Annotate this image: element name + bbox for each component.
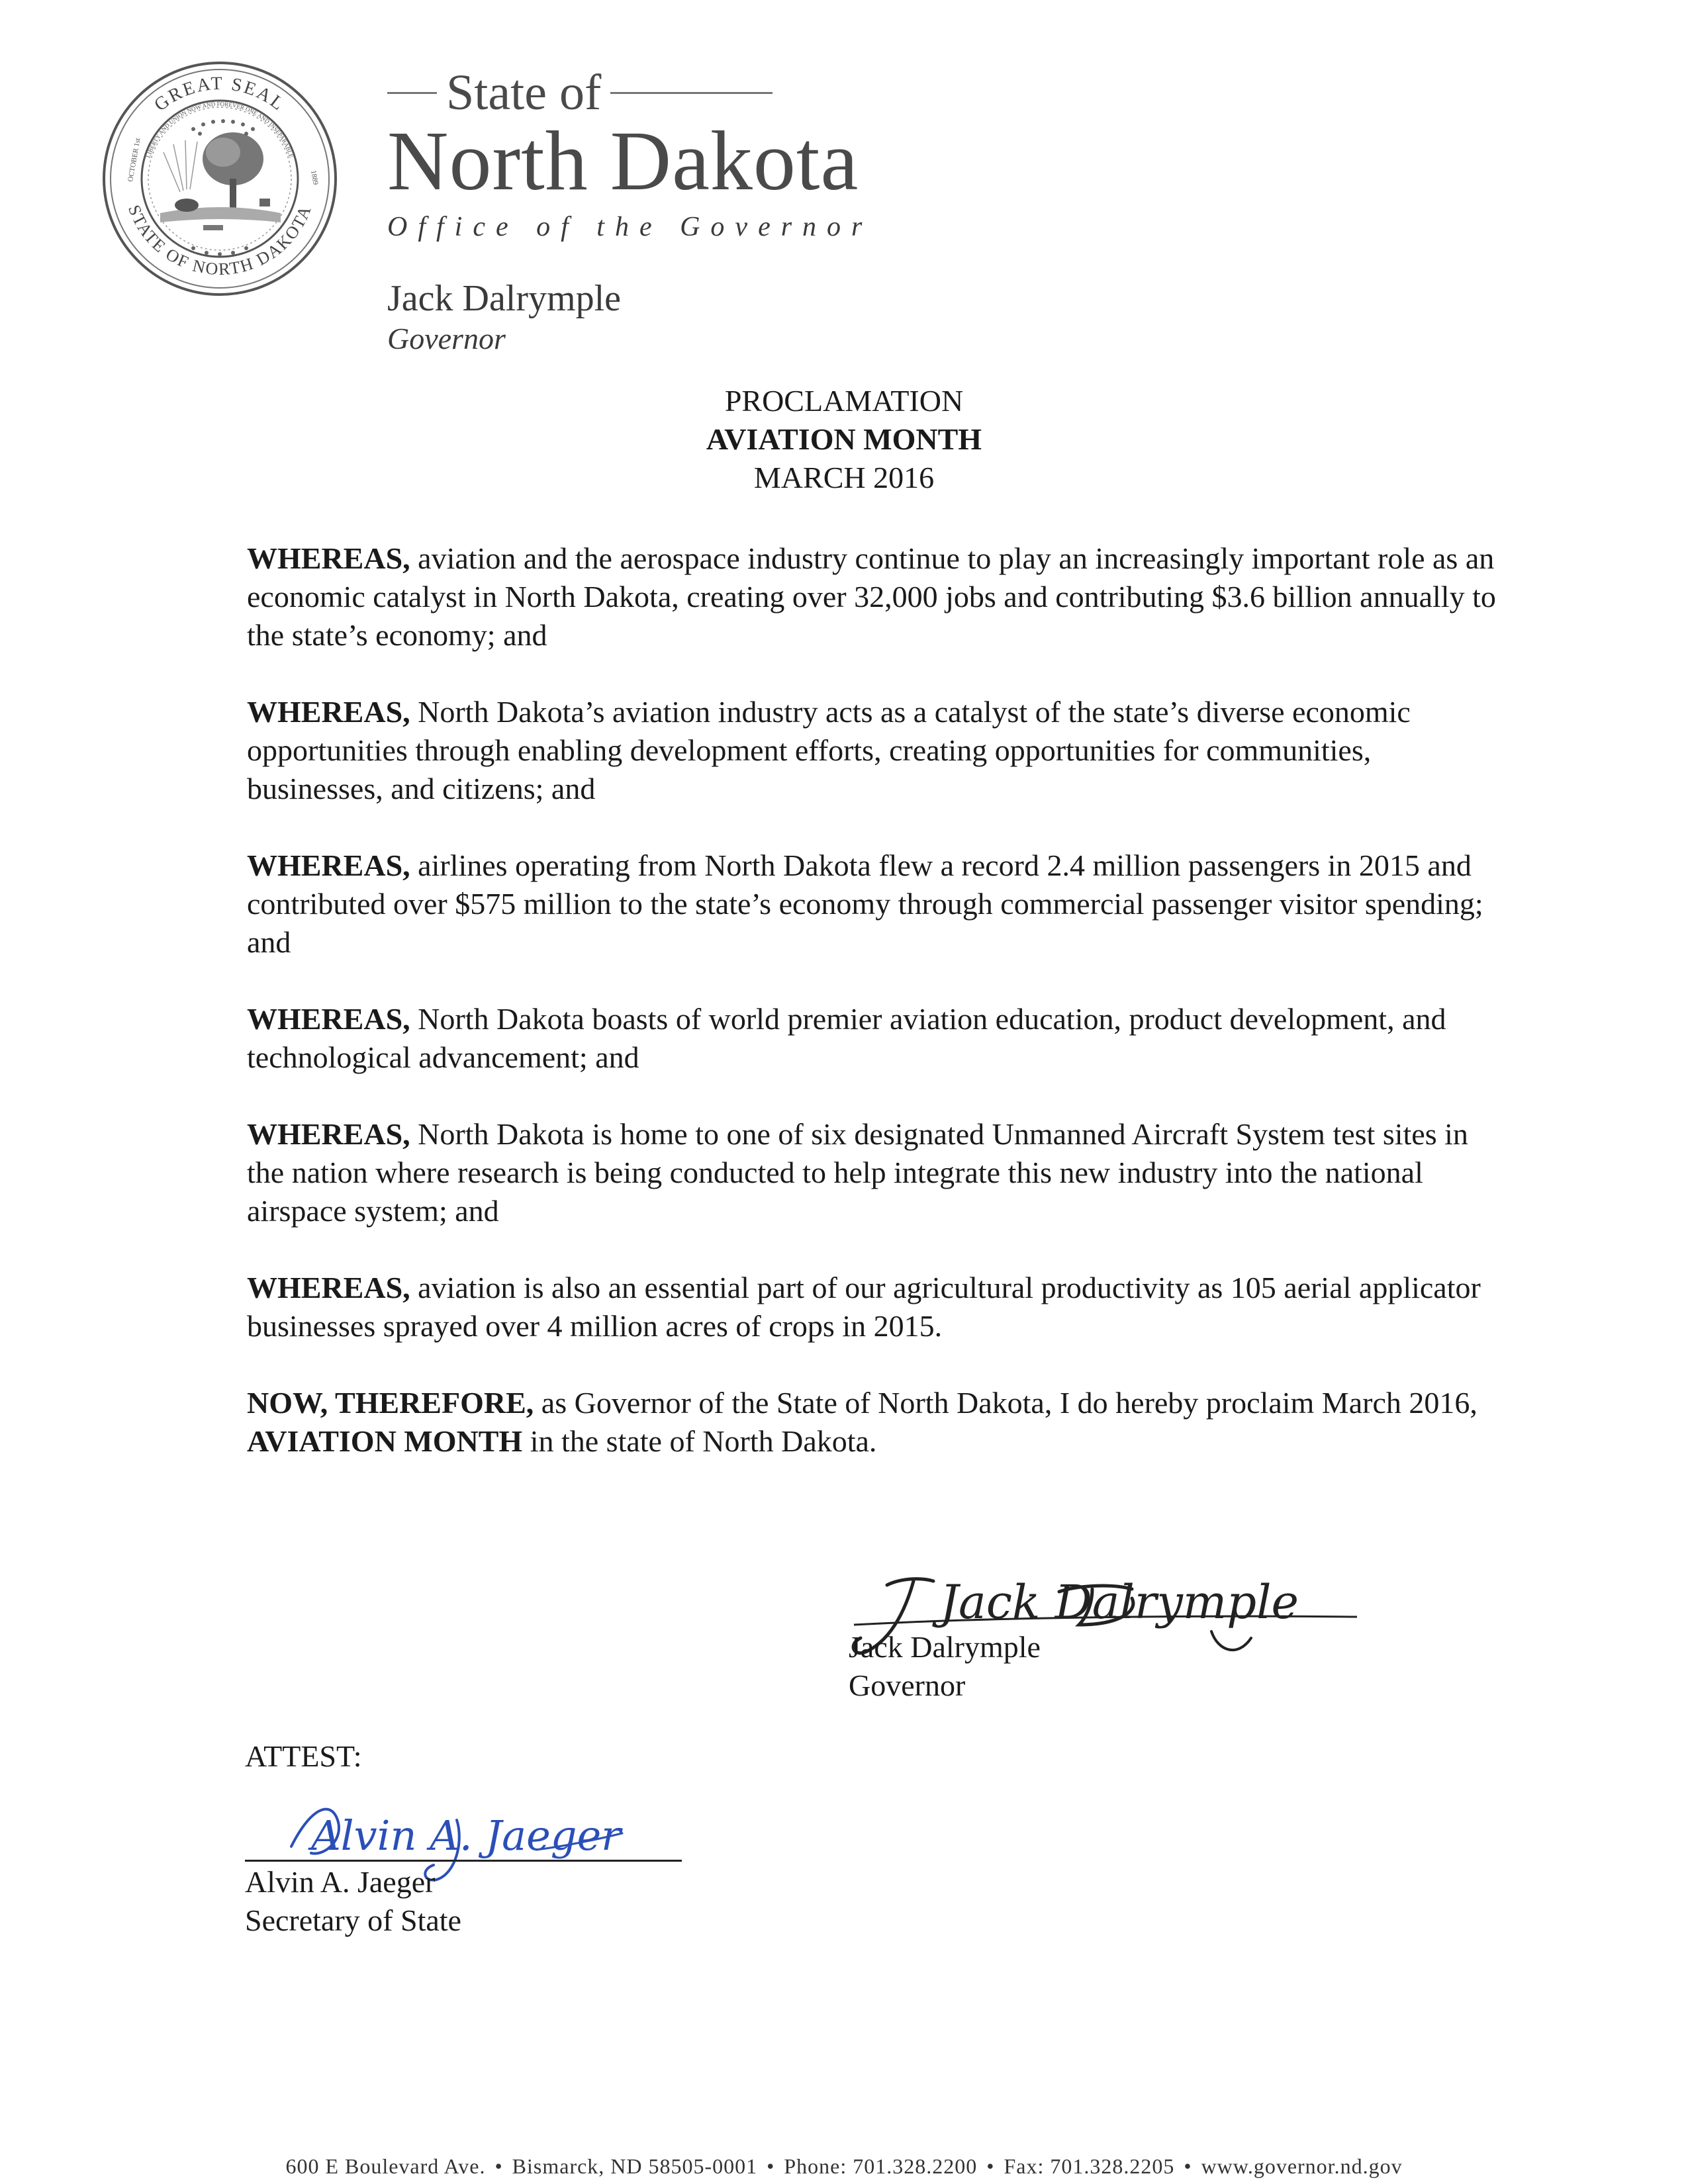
now-therefore-lead: NOW, THEREFORE, [247, 1386, 534, 1420]
whereas-paragraph [247, 846, 1505, 962]
footer-contact [0, 2154, 1688, 2179]
whereas-text: North Dakota’s aviation industry acts as a catalyst of the state’s diverse economic opportunities through enabling development efforts, creating opportunities for communities, businesses, and citizens; and [247, 695, 1411, 805]
bullet-separator: • [1184, 2154, 1192, 2178]
letterhead [387, 63, 983, 356]
state-of-text: State of [446, 65, 602, 120]
secretary-title: Secretary of State [245, 1903, 461, 1937]
governor-printed-name: Jack Dalrymple [849, 1630, 1041, 1664]
whereas-text: North Dakota boasts of world premier aviation education, product development, and technological advancement; and [247, 1002, 1446, 1074]
footer-city: Bismarck, ND 58505-0001 [512, 2154, 758, 2178]
seal-top-text: GREAT SEAL [150, 73, 289, 116]
seal-date: OCTOBER 1st [126, 137, 142, 183]
proclamation-date: MARCH 2016 [753, 461, 935, 494]
whereas-paragraph [247, 1000, 1505, 1077]
conclusion-text: as Governor of the State of North Dakota, I do hereby proclaim March 2016, [534, 1386, 1477, 1420]
proclamation-heading [0, 382, 1688, 497]
whereas-lead: WHEREAS, [247, 541, 410, 575]
state-name: North Dakota [387, 114, 859, 208]
seal-year: 1889 [309, 169, 320, 186]
attest-block [245, 1737, 708, 1776]
conclusion-text-end: in the state of North Dakota. [522, 1424, 877, 1458]
proclamation-label: PROCLAMATION [724, 384, 964, 418]
governor-handwritten-name: Jack Dalrymple [940, 1575, 1299, 1629]
now-therefore-paragraph [247, 1384, 1505, 1461]
whereas-lead: WHEREAS, [247, 1002, 410, 1036]
whereas-paragraph [247, 539, 1505, 655]
seal-motto: LIBERTY AND UNION NOW AND FOREVER ONE AND INSEPARABLE [144, 100, 295, 159]
footer-website[interactable]: www.governor.nd.gov [1201, 2154, 1403, 2178]
great-seal-of-north-dakota [101, 60, 339, 298]
bullet-separator: • [767, 2154, 775, 2178]
secretary-block [245, 1863, 461, 1940]
whereas-lead: WHEREAS, [247, 695, 410, 729]
whereas-lead: WHEREAS, [247, 1117, 410, 1151]
whereas-paragraph [247, 1115, 1505, 1230]
whereas-paragraph [247, 693, 1505, 808]
bullet-separator: • [494, 2154, 503, 2178]
proclamation-title: AVIATION MONTH [706, 422, 982, 456]
footer-fax: Fax: 701.328.2205 [1004, 2154, 1175, 2178]
footer-address: 600 E Boulevard Ave. [285, 2154, 486, 2178]
whereas-paragraph [247, 1269, 1505, 1345]
office-of-governor: Office of the Governor [387, 212, 873, 242]
whereas-text: North Dakota is home to one of six designated Unmanned Aircraft System test sites in the nation where research is being conducted to help integrate this new industry into the national airspace system; and [247, 1117, 1468, 1228]
whereas-lead: WHEREAS, [247, 1271, 410, 1304]
divider [387, 92, 437, 94]
proclamation-body [247, 539, 1505, 1499]
governor-title: Governor [387, 322, 506, 355]
governor-printed-title: Governor [849, 1668, 966, 1702]
whereas-text: airlines operating from North Dakota flew a record 2.4 million passengers in 2015 and contributed over $575 million to the state’s economy through commercial passenger visitor spending; and [247, 848, 1483, 959]
whereas-text: aviation and the aerospace industry continue to play an increasingly important role as an economic catalyst in North Dakota, creating over 32,000 jobs and contributing $3.6 billion annually to the state’s economy; and [247, 541, 1496, 652]
footer-phone: Phone: 701.328.2200 [784, 2154, 978, 2178]
conclusion-bold: AVIATION MONTH [247, 1424, 523, 1458]
attest-signature-line [245, 1860, 682, 1862]
governor-signature-block [849, 1628, 1041, 1705]
whereas-text: aviation is also an essential part of our agricultural productivity as 105 aerial applicator businesses sprayed over 4 million acres of crops in 2015. [247, 1271, 1481, 1343]
secretary-handwritten-name: Alvin A. Jaeger [311, 1811, 621, 1860]
bullet-separator: • [986, 2154, 995, 2178]
governor-name: Jack Dalrymple [387, 278, 621, 319]
secretary-printed-name: Alvin A. Jaeger [245, 1865, 436, 1899]
attest-label: ATTEST: [245, 1739, 362, 1773]
seal-bottom-text: STATE OF NORTH DAKOTA [124, 202, 316, 279]
whereas-lead: WHEREAS, [247, 848, 410, 882]
divider [610, 92, 773, 94]
